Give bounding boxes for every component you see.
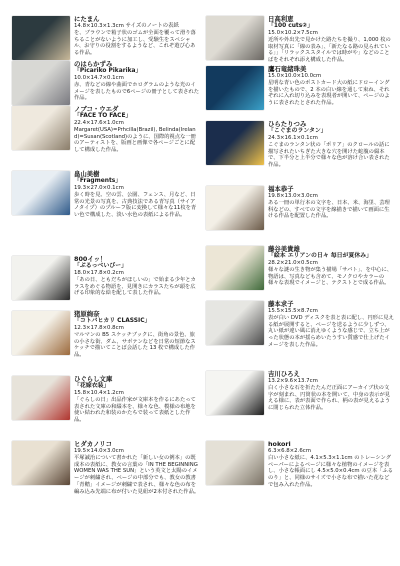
work-size: 15.8×10.4×1.2cm — [74, 390, 124, 397]
work-text — [268, 246, 394, 287]
work-title: 「コトバヒカリ CLASSIC」 — [74, 318, 151, 325]
work-artist: のはらかずみ — [74, 60, 113, 68]
work-photo — [12, 61, 70, 105]
work-text — [74, 16, 200, 57]
work-photo — [206, 441, 264, 485]
work-description: 白い小さな紙に、4.1×5.3×1.1cm のトレーシングペーパーによるページに様々な植物のイメージを表し、小さな帳面にし 4.5×5.0×0.4cm の豆本「ふるのり」と、同様のサイズで小さな布で描いた花などで包み入れた作品。 — [268, 455, 394, 488]
work-description: 平塚誠治について書かれた「新しい女の例本」の既成本の表紙に、教女の言葉の「IN THE BEGINNING WOMEN WAS THE SUN」という英文と太陽のイメージが刺繍され、ページの中部分でも、教女の教書「青鞜」イメージが刺繍で表され、様々な色の布を編み込み先端に布が付いた見紐が2本付された作品。 — [74, 455, 200, 495]
work-description: 星明な青い色のポストカード大の紙にドローイングを描いたもので、2 本の白い線を通して束ね、それぞれに入れ切り込みを表現者が開いて、ページのように表されたとされた作品。 — [268, 80, 390, 107]
work-entry — [206, 371, 394, 415]
work-entry — [12, 376, 200, 424]
work-title: 「100 cuts②」 — [268, 23, 314, 30]
work-description: マルマンの B5 スケッチブックに、街角の景色、旅の小さな街、ダム、サボテンなどを日常の短節なスケッチで描いてことば会話した 13 枚で構成した作品。 — [74, 332, 196, 359]
work-size: 24.3×16.1×0.1cm — [268, 135, 318, 142]
work-artist: 800イッ！ — [74, 255, 107, 263]
work-description: 近所や外出先で見かけた路たちを撮り、1,000 枚の取材写真に「線の表み」、「新たなる路の見られている」」「リラックススタイルでは時がや」などのことばをそれぞれ添え構成した作品。 — [268, 37, 391, 64]
work-text — [268, 66, 394, 107]
work-artist: 福本恭子 — [268, 185, 294, 193]
work-size: 12.3×17.8×0.8cm — [74, 325, 124, 332]
work-text — [268, 16, 394, 64]
work-text — [268, 121, 394, 169]
work-entry — [206, 66, 394, 110]
work-photo — [12, 171, 70, 215]
work-text — [74, 61, 200, 102]
work-title: 「絵本 エリアンの日々 毎日が夏休み」 — [268, 253, 373, 260]
work-photo — [206, 186, 264, 230]
work-text — [74, 256, 200, 297]
work-artist: 藤谷美貴雄 — [268, 245, 300, 253]
work-description: 歩く時を見、空の雲、公園、フェンス、月など、日常の光景の写真を、古典技法である青写真（サイアノタイプ）のプルーフ版に変換して様々な11枚を青い色で構成した、淡い水色の表紙による作品。 — [74, 192, 197, 219]
work-size: 13.2×9.6×13.7cm — [268, 378, 318, 385]
work-description: こぐまのランタン状の「ポリア」のクロールの話に描写されたいちぎた大きな穴を開けた蛇腹の綴本で、下半分と上半分で様々な色が溶け合い表された作品。 — [268, 142, 390, 169]
work-text — [74, 376, 200, 424]
work-artist: 日高利恵 — [268, 15, 294, 23]
work-artist: 畠山美樹 — [74, 170, 100, 178]
work-photo — [12, 441, 70, 485]
work-description: 様々な謎の生き物が集う描場「サバト」、を中心に、物語は、写真なども含めて、モノクロやカラーの様々な表現でイメージと、テクストとで成る作品。 — [268, 267, 393, 287]
work-description: 白く小さな石を折たたんだ正面にアーカイブ状の文字が刻まれ、円筒状の本を開いて、中身の表示が見える様に、表が表面で作られ、柄の表が見えるように閉じられた立体作品。 — [268, 385, 391, 412]
work-entry — [206, 441, 394, 489]
work-photo — [206, 66, 264, 110]
work-size: 10.0×14.7×0.1cm — [74, 75, 124, 82]
work-photo — [206, 16, 264, 60]
work-text — [74, 171, 200, 219]
work-text — [74, 311, 200, 359]
work-description: ある一冊の単行本の文字を、日本、米、海里、芸理科などの、すべての文字を線描きで描いて画面に生ける作品を配置した作品。 — [268, 200, 390, 220]
work-photo — [12, 311, 70, 355]
work-photo — [206, 371, 264, 415]
work-artist: ノブコ・ウエダ — [74, 105, 119, 113]
work-title: 「Picariko Pikarika」 — [74, 68, 142, 75]
work-size: 15.0×10.0×10.0cm — [268, 73, 322, 80]
work-entry — [12, 256, 200, 300]
work-size: 22.4×17.6×1.0cm — [74, 120, 124, 127]
work-artist: 吉川ひろえ — [268, 370, 300, 378]
work-text — [268, 186, 394, 220]
work-size: 19.8×13.0×3.0cm — [268, 193, 318, 200]
work-entry — [12, 106, 200, 154]
work-artist: 鷹石竜緒珠美 — [268, 65, 307, 73]
work-size: 18.0×17.8×0.2cm — [74, 270, 124, 277]
work-description: 「ぐらしの日」出品作家が文庫本を作るにあたって表された文庫の和綴本を、様々な色、模様の布地を使い結われた和装のかたちで装って表紙とした作品。 — [74, 397, 196, 424]
work-entry — [206, 121, 394, 169]
work-artist: 猪原絢奈 — [74, 310, 100, 318]
work-title: 「ぶるっべいびー」 — [74, 263, 128, 270]
work-artist: ひらたりつみ — [268, 120, 307, 128]
work-artist: hokori — [268, 440, 291, 448]
work-title: 「Fragments」 — [74, 178, 122, 185]
work-artist: 藤本求子 — [268, 300, 294, 308]
work-entry — [12, 16, 200, 60]
work-entry — [12, 171, 200, 219]
work-photo — [12, 256, 70, 300]
work-text — [268, 371, 394, 412]
work-description: 赤、青などの線や曲面でホログラムのような光のイメージを表したもので6ページの冊子として表された作品。 — [74, 82, 199, 102]
work-entry — [206, 246, 394, 290]
work-size: 15.5×15.5×8.7cm — [268, 308, 318, 315]
work-entry — [206, 301, 394, 349]
work-size: 15.0×10.2×7.5cm — [268, 30, 318, 37]
work-title: 「花嫁衣装」 — [74, 383, 110, 390]
work-size: 19.3×27.0×0.1cm — [74, 185, 124, 192]
work-entry — [12, 61, 200, 105]
work-description: を、ブラウンで箱子状のゴムが全面を覆って滑り落ちることがないように加工し、受験生をスペシャル、お守りの役割をするようなど、これぞ遊び心ある作品。 — [74, 30, 196, 57]
work-photo — [12, 106, 70, 150]
work-photo — [12, 376, 70, 420]
work-entry — [206, 16, 394, 64]
work-description: 表が白い DVD ディスクを表と表に配し、円形に見える紙が展開すると、ページを送るように少しずつ、丸い紙が違い風に消えゆくような感じで、立ち上がった状態の本が揺らめいたうすい質感で仕上げたイメージを表した作品。 — [268, 315, 394, 348]
work-entry — [12, 441, 200, 495]
work-description: Margaret(USA)=Prhcilla(Brazil), Belinda(Ireland)=Susan(Scotland)のように、国際的視点な一冊のアーティストを、版画と画像で各ページごとに配して構成した作品。 — [74, 127, 196, 154]
work-photo — [206, 121, 264, 165]
work-photo — [12, 16, 70, 60]
work-size: 6.3×6.8×2.6cm — [268, 448, 311, 455]
work-entry — [206, 186, 394, 230]
work-text — [74, 441, 200, 495]
work-photo — [206, 246, 264, 290]
work-artist: にたまん — [74, 15, 100, 23]
work-photo — [206, 301, 264, 345]
work-title: 「FACE TO FACE」 — [74, 113, 132, 120]
work-title: 「こぐまのランタン」 — [268, 128, 327, 135]
work-artist: ひぐらし文庫 — [74, 375, 113, 383]
work-text — [74, 106, 200, 154]
work-size: 28.2×21.0×0.5cm — [268, 260, 318, 267]
work-entry — [12, 311, 200, 359]
work-text — [268, 441, 394, 489]
work-text — [268, 301, 394, 349]
work-size: 19.5×14.0×3.0cm — [74, 448, 124, 455]
work-artist: ヒダカノリコ — [74, 440, 112, 448]
work-description: 「あの日、ともだちがほしいの」で始まる少年とカラスをめぐる物語を、見開きにカラスたちが頭を広げる印象的な絵を配して表した作品。 — [74, 277, 196, 297]
work-size: 14.8×10.3×1.3cm サイズのノートの表紙 — [74, 23, 179, 30]
